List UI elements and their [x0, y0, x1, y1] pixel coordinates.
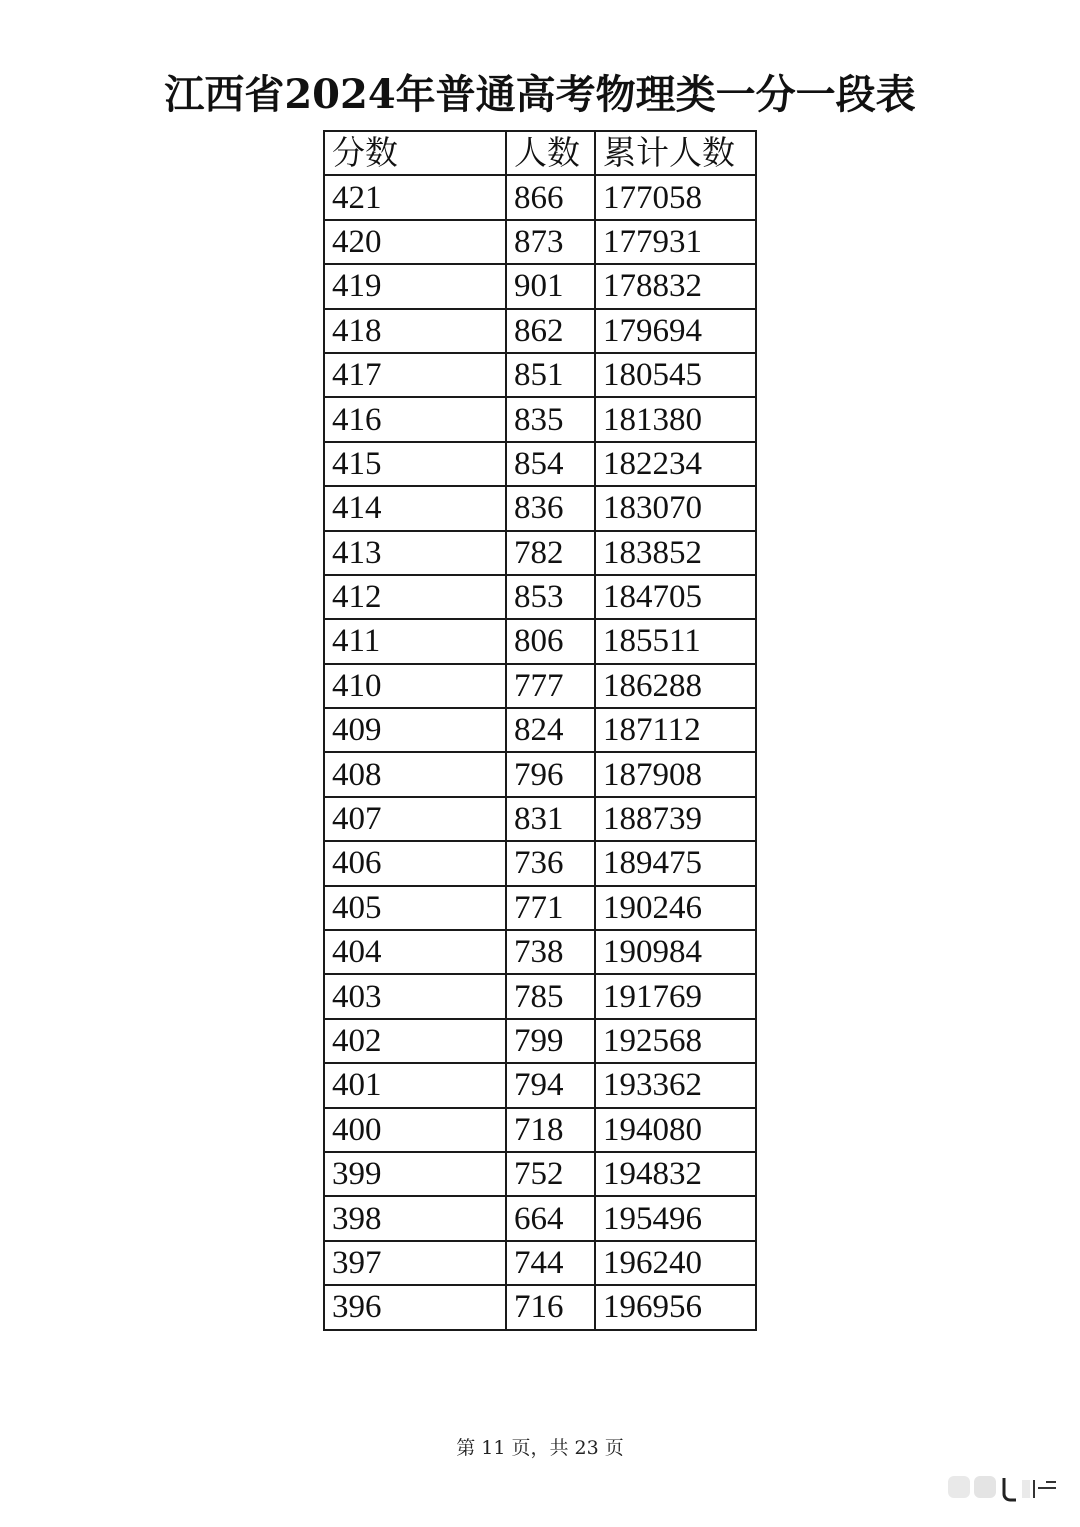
table-row	[324, 708, 756, 752]
table-row	[324, 220, 756, 264]
count-cell: 664	[506, 1196, 595, 1240]
table-row	[324, 1152, 756, 1196]
table-row	[324, 1019, 756, 1063]
score-cell: 411	[324, 619, 506, 663]
count-cell: 854	[506, 442, 595, 486]
table-row	[324, 1196, 756, 1240]
table-row	[324, 397, 756, 441]
count-cell: 716	[506, 1285, 595, 1329]
cumulative-cell: 196956	[595, 1285, 756, 1329]
cumulative-cell: 193362	[595, 1063, 756, 1107]
table-row	[324, 175, 756, 219]
table-row	[324, 664, 756, 708]
cumulative-cell: 177058	[595, 175, 756, 219]
cumulative-cell: 177931	[595, 220, 756, 264]
count-cell: 794	[506, 1063, 595, 1107]
score-cell: 413	[324, 531, 506, 575]
table-row	[324, 531, 756, 575]
cumulative-cell: 196240	[595, 1241, 756, 1285]
cumulative-cell: 182234	[595, 442, 756, 486]
count-cell: 824	[506, 708, 595, 752]
score-cell: 399	[324, 1152, 506, 1196]
score-cell: 410	[324, 664, 506, 708]
score-cell: 420	[324, 220, 506, 264]
table-row	[324, 442, 756, 486]
cumulative-cell: 194832	[595, 1152, 756, 1196]
cumulative-cell: 183070	[595, 486, 756, 530]
score-cell: 419	[324, 264, 506, 308]
score-cell: 401	[324, 1063, 506, 1107]
count-cell: 836	[506, 486, 595, 530]
cumulative-cell: 187908	[595, 752, 756, 796]
page-number: 第 11 页，共 23 页	[456, 1437, 624, 1459]
cumulative-cell: 181380	[595, 397, 756, 441]
count-cell: 806	[506, 619, 595, 663]
table-row	[324, 1108, 756, 1152]
cumulative-cell: 178832	[595, 264, 756, 308]
count-cell: 866	[506, 175, 595, 219]
score-cell: 415	[324, 442, 506, 486]
count-cell: 785	[506, 974, 595, 1018]
table-header-row	[324, 131, 756, 175]
score-cell: 418	[324, 309, 506, 353]
cumulative-cell: 188739	[595, 797, 756, 841]
score-cell: 407	[324, 797, 506, 841]
table-row	[324, 930, 756, 974]
score-cell: 409	[324, 708, 506, 752]
score-distribution-table	[323, 130, 757, 1331]
cumulative-cell: 186288	[595, 664, 756, 708]
count-cell: 736	[506, 841, 595, 885]
column-header-score: 分数	[324, 131, 506, 175]
score-cell: 408	[324, 752, 506, 796]
table-row	[324, 309, 756, 353]
score-cell: 402	[324, 1019, 506, 1063]
count-cell: 777	[506, 664, 595, 708]
cumulative-cell: 189475	[595, 841, 756, 885]
count-cell: 851	[506, 353, 595, 397]
app-logo-icon	[948, 1470, 1058, 1504]
table-row	[324, 886, 756, 930]
count-cell: 752	[506, 1152, 595, 1196]
score-cell: 406	[324, 841, 506, 885]
cumulative-cell: 184705	[595, 575, 756, 619]
count-cell: 862	[506, 309, 595, 353]
table-row	[324, 1241, 756, 1285]
cumulative-cell: 180545	[595, 353, 756, 397]
cumulative-cell: 191769	[595, 974, 756, 1018]
count-cell: 835	[506, 397, 595, 441]
count-cell: 799	[506, 1019, 595, 1063]
count-cell: 796	[506, 752, 595, 796]
cumulative-cell: 179694	[595, 309, 756, 353]
cumulative-cell: 190246	[595, 886, 756, 930]
score-cell: 421	[324, 175, 506, 219]
score-cell: 414	[324, 486, 506, 530]
table-row	[324, 974, 756, 1018]
count-cell: 782	[506, 531, 595, 575]
count-cell: 901	[506, 264, 595, 308]
page-title: 江西省2024年普通高考物理类一分一段表	[164, 71, 916, 118]
table-row	[324, 264, 756, 308]
score-cell: 417	[324, 353, 506, 397]
score-cell: 398	[324, 1196, 506, 1240]
score-cell: 396	[324, 1285, 506, 1329]
score-cell: 416	[324, 397, 506, 441]
table-body	[324, 175, 756, 1329]
table-row	[324, 1285, 756, 1329]
table-row	[324, 353, 756, 397]
table-row	[324, 575, 756, 619]
count-cell: 873	[506, 220, 595, 264]
score-cell: 400	[324, 1108, 506, 1152]
column-header-count: 人数	[506, 131, 595, 175]
count-cell: 744	[506, 1241, 595, 1285]
column-header-cumulative: 累计人数	[595, 131, 756, 175]
score-cell: 397	[324, 1241, 506, 1285]
count-cell: 738	[506, 930, 595, 974]
cumulative-cell: 185511	[595, 619, 756, 663]
table-row	[324, 797, 756, 841]
count-cell: 853	[506, 575, 595, 619]
count-cell: 771	[506, 886, 595, 930]
cumulative-cell: 195496	[595, 1196, 756, 1240]
table-row	[324, 486, 756, 530]
count-cell: 718	[506, 1108, 595, 1152]
table-row	[324, 619, 756, 663]
cumulative-cell: 192568	[595, 1019, 756, 1063]
table-row	[324, 841, 756, 885]
score-cell: 405	[324, 886, 506, 930]
count-cell: 831	[506, 797, 595, 841]
cumulative-cell: 183852	[595, 531, 756, 575]
score-cell: 404	[324, 930, 506, 974]
score-cell: 403	[324, 974, 506, 1018]
cumulative-cell: 190984	[595, 930, 756, 974]
table-row	[324, 752, 756, 796]
table-row	[324, 1063, 756, 1107]
cumulative-cell: 187112	[595, 708, 756, 752]
cumulative-cell: 194080	[595, 1108, 756, 1152]
score-cell: 412	[324, 575, 506, 619]
